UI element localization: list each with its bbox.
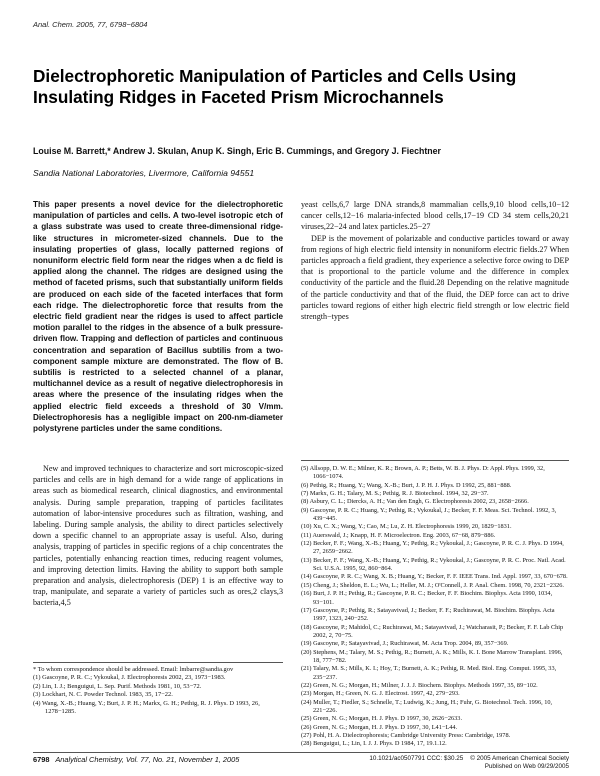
reference-item: (21) Talary, M. S.; Mills, K. I.; Hoy, T.; Burnett, A. K.; Pethig, R. Med. Biol. Eng. Comput. 1995, 33, 235−237.	[301, 665, 557, 681]
reference-item: (22) Green, N. G.; Morgan, H.; Milner, J. J. J. Biochem. Biophys. Methods 1997, 35, 89−102.	[301, 681, 538, 689]
body-paragraph: yeast cells,6,7 large DNA strands,8 mammalian cells,9,10 blood cells,10−12 cancer cells,12−16 malaria-infected blood cells,17−19 CD 34 stem cells,20,21 viruses,22−24 and latex particles.25−27	[301, 200, 569, 232]
footnote-list	[33, 666, 285, 716]
author-list: Louise M. Barrett,* Andrew J. Skulan, Anup K. Singh, Eric B. Cummings, and Gregory J. Fiechtner	[33, 146, 441, 156]
reference-item: (26) Green, N. G.; Morgan, H. J. Phys. D 1997, 30, L41−L44.	[301, 723, 458, 731]
reference-item: (9) Gascoyne, P. R. C.; Huang, Y.; Pethig, R.; Vykoukal, J.; Becker, F. F. Meas. Sci. Technol. 1992, 3, 439−445.	[301, 506, 557, 523]
reference-item: (13) Becker, F. F.; Wang, X.-B.; Huang, Y.; Pethig, R.; Vykoukal, J.; Gascoyne, P. R. C. Proc. Natl. Acad. Sci. U.S.A. 1995, 92, 860−864.	[301, 556, 566, 573]
reference-item: (15) Cheng, J.; Sheldon, E. L.; Wu, L.; Heller, M. J.; O'Connell, J. P. Anal. Chem. 1998, 70, 2321−2326.	[301, 581, 564, 589]
publication-date: Published on Web 09/29/2005	[484, 763, 569, 770]
copyright: © 2005 American Chemical Society	[470, 755, 569, 762]
page-footer-left	[33, 755, 239, 764]
body-paragraph: DEP is the movement of polarizable and conductive particles toward or away from regions of high electric field intensity in nonuniform electric fields.27 When particles approach a field gradient, they experience a selective force owing to DEP that is proportional to the particle volume and the difference in complex conductivity of the particle and the fluid.28 Depending on the relative magnitude of the particle conductivity and that of the fluid, the DEP force can act to drive particles toward regions of either high electric field strength or low electric field strength−types	[301, 233, 569, 322]
footnote-item: (2) Lin, I. J.; Benguigui, L. Sep. Purif. Methods 1981, 10, 53−72.	[33, 682, 202, 690]
reference-item: (8) Asbury, C. L.; Diercks, A. H.; Van den Engh, G. Electrophoresis 2002, 23, 2658−2666.	[301, 498, 529, 506]
footnote-item: (3) Lockhart, N. C. Powder Technol. 1983, 35, 17−22.	[33, 691, 173, 699]
footnote-item: (4) Wang, X.-B.; Huang, Y.; Burt, J. P. H.; Markx, G. H.; Pethig, R. J. Phys. D 1993, 26, 1278−1285.	[33, 699, 260, 716]
affiliation: Sandia National Laboratories, Livermore, California 94551	[33, 168, 255, 178]
reference-item: (5) Allsopp, D. W. E.; Milner, K. R.; Brown, A. P.; Betts, W. B. J. Phys. D: Appl. Phys. 1999, 32, 1066−1074.	[301, 465, 545, 481]
footnote-correspondence: * To whom correspondence should be addressed. Email: lmbarre@sandia.gov	[33, 666, 234, 673]
reference-item: (16) Burt, J. P. H.; Pethig, R.; Gascoyne, P. R. C.; Becker, F. F. Biochim. Biophys. Acta 1990, 1034, 93−101.	[301, 590, 553, 606]
reference-item: (17) Gascoyne, P.; Pethig, R.; Satayavivad, J.; Becker, F. F.; Ruchirawat, M. Biochim. Biophys. Acta 1997, 1323, 240−252.	[301, 606, 555, 623]
journal-issue: Analytical Chemistry, Vol. 77, No. 21, November 1, 2005	[55, 755, 240, 764]
article-title: Dielectrophoretic Manipulation of Particles and Cells Using Insulating Ridges in Faceted Prism Microchannels	[33, 66, 517, 107]
reference-item: (25) Green, N. G.; Morgan, H. J. Phys. D 1997, 30, 2626−2633.	[301, 715, 463, 723]
abstract: This paper presents a novel device for the dielectrophoretic manipulation of particles and cells. A two-level isotropic etch of a glass substrate was used to create three-dimensional ridge-like structures in micrometer-sized channels. Due to the insulating properties of glass, locally patterned regions of nonuniform electric field form near the ridges when a dc field is applied along the channel. The ridges are designed using the method of faceted prisms, such that substantially uniform fields are produced on each side of the faceted interfaces that form each ridge. The dielectrophoretic force that results from the electric field gradient near the ridges is used to affect particle motion parallel to the ridges in the absence of a bulk pressure-driven flow. Trapping and deflection of particles and continuous concentration and separation of Bacillus subtilis from a two-component sample mixture are demonstrated. The flow of B. subtilis is restricted to a selected channel of a planar, multichannel device as a result of negative dielectrophoresis in areas where the presence of the insulating ridges when the applied electric field exceeds a threshold of 30 V/mm. Dielectrophoresis has a negligible impact on 200-nm-diameter polystyrene particles under the same conditions.	[33, 200, 283, 434]
page-footer-right	[301, 755, 569, 771]
footnote-divider	[33, 662, 283, 663]
reference-item: (11) Auerswald, J.; Knapp, H. F. Microelectron. Eng. 2003, 67−68, 879−886.	[301, 531, 496, 539]
introduction-paragraph: New and improved techniques to characterize and sort microscopic-sized particles and cells are in high demand for a wide range of applications in areas such as biomedical research, clinical diagnostics, and environmental analysis. During sample preparation, trapping of particles facilitates automation of labor-intensive procedures such as filtration, washing, and labeling. During sample analysis, the ability to direct particles selectively down a specific channel to an appropriate assay is useful. Also, during analysis, trapping of particles in specific regions of a chip concentrates the particles, potentially enhancing reaction times, reducing reagent volumes, and improving detection limits. Having the ability to support both sample preparation and analysis, dielectrophoresis (DEP) 1 is an effective way to trap, manipulate, and separate a variety of particles such as ores,2 clays,3 bacteria,4,5	[33, 464, 283, 608]
reference-item: (23) Morgan, H.; Green, N. G. J. Electrost. 1997, 42, 279−293.	[301, 690, 460, 698]
reference-item: (28) Benguigui, L.; Lin, I. J. J. Phys. D 1984, 17, 19.1.12.	[301, 740, 447, 748]
body-text-right	[301, 199, 569, 322]
reference-item: (19) Gascoyne, P.; Satayavivad, J.; Ruchirawat, M. Acta Trop. 2004, 89, 357−369.	[301, 640, 509, 648]
reference-item: (18) Gascoyne, P.; Mahidol, C.; Ruchirawat, M.; Satayavivad, J.; Watcharasit, P.; Becker, F. F. Lab Chip 2002, 2, 70−75.	[301, 623, 564, 639]
journal-citation: Anal. Chem. 2005, 77, 6798−6804	[33, 20, 148, 29]
reference-item: (12) Becker, F. F.; Wang, X.-B.; Huang, Y.; Pethig, R.; Vykoukal, J.; Gascoyne, P. R. C. J. Phys. D 1994, 27, 2659−2662.	[301, 540, 564, 556]
footer-divider	[33, 752, 569, 753]
reference-item: (6) Pethig, R.; Huang, Y.; Wang, X.-B.; Burt, J. P. H. J. Phys. D 1992, 25, 881−888.	[301, 481, 512, 489]
reference-item: (10) Xu, C. X.; Wang, Y.; Cao, M.; Lu, Z. H. Electrophoresis 1999, 20, 1829−1831.	[301, 523, 512, 531]
reference-item: (14) Gascoyne, P. R. C.; Wang, X. B.; Huang, Y.; Becker, F. F. IEEE Trans. Ind. Appl. 1997, 33, 670−678.	[301, 573, 568, 581]
reference-item: (7) Markx, G. H.; Talary, M. S.; Pethig, R. J. Biotechnol. 1994, 32, 29−37.	[301, 490, 489, 498]
doi-price: 10.1021/ac0507791 CCC: $30.25	[369, 755, 464, 762]
reference-item: (24) Muller, T.; Fiedler, S.; Schnelle, T.; Ludwig, K.; Jung, H.; Fuhr, G. Biotechnol. Tech. 1996, 10, 221−226.	[301, 698, 553, 714]
reference-list	[301, 465, 569, 749]
page-number: 6798	[33, 755, 50, 764]
reference-item: (20) Stephens, M.; Talary, M. S.; Pethig, R.; Burnett, A. K.; Mills, K. I. Bone Marrow Transplant. 1996, 18, 777−782.	[301, 648, 563, 664]
reference-divider	[301, 460, 569, 461]
reference-item: (27) Pohl, H. A. Dielectrophoresis; Cambridge University Press: Cambridge, 1978.	[301, 732, 511, 739]
footnote-item: (1) Gascoyne, P. R. C.; Vykoukal, J. Electrophoresis 2002, 23, 1973−1983.	[33, 674, 226, 682]
